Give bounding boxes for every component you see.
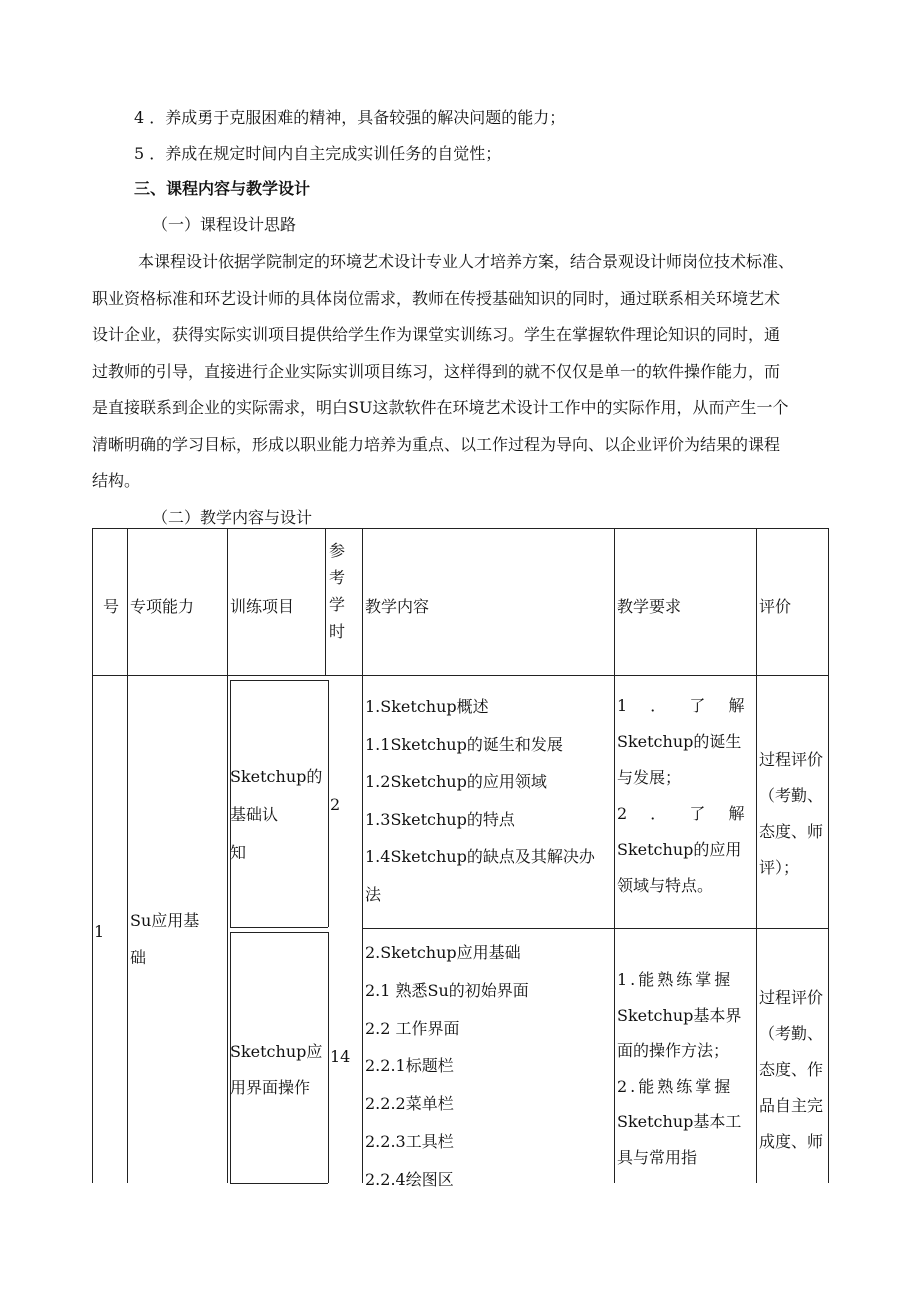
paragraph-line: 设计企业，获得实际实训项目提供给学生作为课堂实训练习。学生在掌握软件理论知识的同时，通: [92, 325, 781, 344]
row1-project: Sketchup的 基础认 知: [230, 767, 323, 862]
subsection-design-idea: （一）课程设计思路: [152, 215, 297, 234]
row2-content: 2.Sketchup应用基础 2.1 熟悉Su的初始界面 2.2 工作界面 2.2.1标题栏 2.2.2菜单栏 2.2.3工具栏 2.2.4绘图区: [365, 943, 529, 1189]
intro-item-5: 5 ．养成在规定时间内自主完成实训任务的自觉性；: [134, 144, 502, 163]
section-heading: 三、课程内容与教学设计: [134, 179, 311, 198]
paragraph-line: 结构。: [92, 471, 141, 490]
paragraph-line: 本课程设计依据学院制定的环境艺术设计专业人才培养方案，结合景观设计师岗位技术标准、: [138, 252, 795, 271]
row2-project: Sketchup应 用界面操作: [230, 1042, 323, 1097]
header-evaluation: 评价: [759, 597, 792, 616]
paragraph-line: 清晰明确的学习目标，形成以职业能力培养为重点、以工作过程为导向、以企业评价为结果的课程: [92, 435, 781, 454]
header-project: 训练项目: [230, 597, 295, 616]
paragraph-line: 是直接联系到企业的实际需求，明白SU这款软件在环境艺术设计工作中的实际作用，从而产生一个: [92, 398, 789, 417]
row2-requirement: 1.能熟练掌握 Sketchup基本界 面的操作方法； 2.能熟练掌握 Sketchup基本工 具与常用指: [617, 970, 742, 1167]
group-no: 1: [94, 922, 105, 941]
intro-item-4: 4 ．养成勇于克服困难的精神，具备较强的解决问题的能力；: [134, 108, 566, 127]
paragraph-line: 过教师的引导，直接进行企业实际实训项目练习，这样得到的就不仅仅是单一的软件操作能力，而: [92, 362, 781, 381]
row1-evaluation: 过程评价 （考勤、 态度、师 评）；: [759, 750, 824, 877]
header-content: 教学内容: [365, 597, 430, 616]
row1-content: 1.Sketchup概述 1.1Sketchup的诞生和发展 1.2Sketchup的应用领域 1.3Sketchup的特点 1.4Sketchup的缺点及其解决办 法: [365, 697, 595, 904]
paragraph-line: 职业资格标准和环艺设计师的具体岗位需求，教师在传授基础知识的同时，通过联系相关环境艺术: [92, 289, 781, 308]
header-no: 号: [103, 597, 120, 616]
row2-evaluation: 过程评价 （考勤、 态度、作 品自主完 成度、师: [759, 988, 824, 1151]
header-requirement: 教学要求: [617, 597, 682, 616]
header-hours: 参 考 学 时: [329, 541, 346, 641]
row1-hours: 2: [330, 795, 341, 814]
header-ability: 专项能力: [130, 597, 195, 616]
subsection-teaching-content: （二）教学内容与设计: [152, 508, 313, 527]
row1-requirement: 1 ． 了 解 Sketchup的诞生 与发展； 2 ． 了 解 Sketchup的应用 领域与特点。: [617, 696, 745, 895]
row2-hours: 14: [330, 1047, 351, 1066]
group-ability: Su应用基 础: [130, 911, 200, 967]
